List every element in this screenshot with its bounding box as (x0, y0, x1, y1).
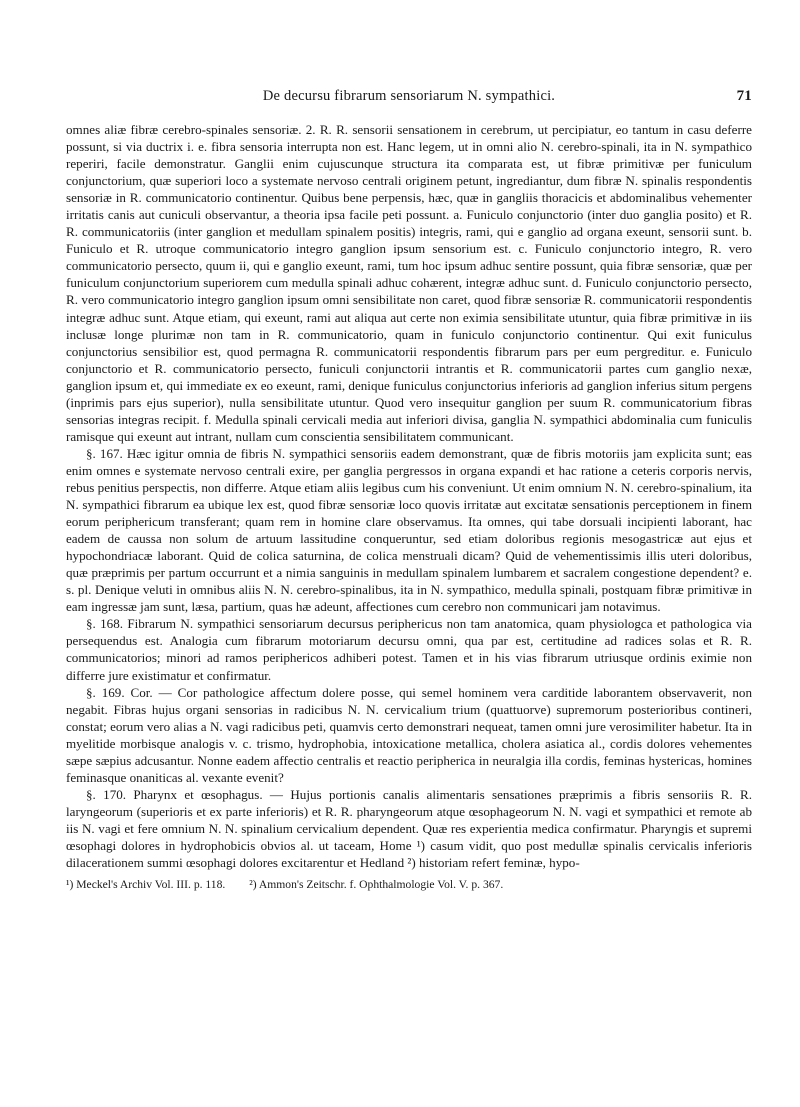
paragraph-section-168: §. 168. Fibrarum N. sympathici sensoriarum decursus periphericus non tam anatomica, quam physiologca et pathologica via persequendus est. Analogia cum fibrarum motoriarum decursu omni, qua par est, certitudine ad radices solas et R. R. communicatorios; minori ad ramos periphericos adhiberi potest. Tamen et in his vias fibrarum utriusque ordinis eximie non differre jure existimatur et confirmatur. (66, 616, 752, 683)
footnote-2: ²) Ammon's Zeitschr. f. Ophthalmologie Vol. V. p. 367. (249, 878, 504, 892)
paragraph-section-167: §. 167. Hæc igitur omnia de fibris N. sympathici sensoriis eadem demonstrant, quæ de fibris motoriis jam explicita sunt; eas enim omnes e systemate nervoso centrali exire, per ganglia pergressos in organa expandi et hac ratione a ceteris corporis nervis, rebus penitius perspectis, non differre. Atque etiam aliis legibus cum his conveniunt. Ut enim omnium N. N. cerebro-spinalium, ita N. sympathici fibrarum ea ubique lex est, quod fibræ sensoriæ loco quovis irritatæ aut excitatæ sensationis perceptionem in finem eorum periphericum transferant; quam rem in homine clare observamus. Ita omnes, qui tabe dorsuali incipienti laborant, hac eadem de caussa non solum de artuum lassitudine conqueruntur, sed etiam doloribus regionis mesogastricæ aut ejus et hypochondriacæ laborant. Quid de colica saturnina, de colica menstruali dicam? Quid de vehementissimis illis uteri doloribus, quæ præprimis per partum occurrunt et a nimia sanguinis in medullam spinalem lumbarem et sacralem congestione dependent? e. s. pl. Denique veluti in omnibus aliis N. N. cerebro-spinalibus, ita in N. sympathico, medulla spinali, postquam fibræ primitivæ in eam ingressæ jam sunt, læsa, partium, quas hæ adeunt, affectiones cum cerebro non communicari jam notavimus. (66, 445, 752, 615)
main-text (66, 121, 752, 871)
paragraph-continuation: omnes aliæ fibræ cerebro-spinales sensoriæ. 2. R. R. sensorii sensationem in cerebrum, ut percipiatur, eo tantum in casu deferre possunt, si via ductrix i. e. fibra sensoria interrupta non est. Hanc legem, ut in omni alio N. cerebro-spinali, ita in N. sympathico reperiri, facile demonstratur. Ganglii enim cujuscunque structura ita comparata est, ut fibræ primitivæ per funiculum conjunctorium, quæ superiori loco a systemate nervoso centrali originem petunt, ingrediantur, dum fibræ N. spinalis respondentis sensoriæ in R. communicatorio continentur. Quibus bene perpensis, hæc, quæ in gangliis thoracicis et abdominalibus vehementer irritatis canis aut cuniculi observantur, a theoria ipsa facile peti possunt. a. Funiculo conjunctorio (inter duo ganglia posito) et R. R. communicatoriis (inter ganglion et medullam spinalem positis) integris, rami, qui e ganglio ad organa exeunt, sensorii sunt. b. Funiculo et R. utroque communicatorio integro ganglion ipsum sensorium est. c. Funiculo conjunctorio integro, R. vero communicatorio persecto, quum ii, qui e ganglio exeunt, rami, tum hoc ipsum adhuc sentire possunt, quia fibræ sensoriæ, quæ per funiculum conjunctorium superiorem cum medulla spinali adhuc cohærent, integræ adhuc sunt. d. Funiculo conjunctorio persecto, R. vero communicatorio integro ganglion ipsum omni sensibilitate non caret, quod fibræ sensoriæ R. communicatorii respondentis integræ adhuc sunt. Atque etiam, qui exeunt, rami aut aliqua aut certe non eximia sensibilitate utuntur, quia fibræ primitivæ in iis inclusæ longe plurimæ non tam in R. communicatorio, quam in funiculo conjunctorio continentur. Qui exit funiculus conjunctorius sensibilior est, quod permagna R. communicatorii respondentis fibrarum pars per eum pergreditur. e. Funiculo conjunctorio et R. communicatorio persecto, funiculi conjunctorii intrantis et R. communicatorii partes cum ganglio nexæ, ganglion ipsum et, qui immediate ex eo exeunt, rami, denique funiculus conjunctorius inferioris ad ganglion inferius situm pergens (inprimis pars ejus superior), nulla sensibilitate utuntur. Quod vero insequitur ganglion per suum R. communicatorium fibras sensorias integras recipit. f. Medulla spinali cervicali media aut inferiori divisa, ganglia N. sympathici abdominalia cum funiculis ramisque qui exeunt aut intrant, nullam cum conscientia sensibilitatem communicant. (66, 122, 752, 444)
paragraph-section-169: §. 169. Cor. — Cor pathologice affectum dolere posse, qui semel hominem vera carditide laborantem observaverit, non negabit. Fibras hujus organi sensorias in radicibus N. N. cervicalium trium (quattuorve) supremorum posterioribus contineri, constat; eorum vero alias a N. vagi radicibus peti, quamvis certo demonstrari nequeat, tamen omni jure verosimiliter habetur. Ita in myelitide morbisque analogis v. c. trismo, hydrophobia, intoxicatione metallica, cholera asiatica al., cordis dolores vehementes sæpe sæpius adcusantur. Nonne eadem affectio centralis et reactio peripherica in neuralgia illa cordis, feminas hystericas, homines feminasque onaniticas al. vexante evenit? (66, 684, 752, 785)
book-page (66, 88, 752, 892)
page-number: 71 (736, 88, 752, 104)
footnote-1: ¹) Meckel's Archiv Vol. III. p. 118. (66, 878, 226, 892)
footnotes (66, 877, 752, 892)
running-head (66, 88, 752, 110)
running-title: De decursu fibrarum sensoriarum N. sympathici. (262, 88, 556, 104)
paragraph-section-170: §. 170. Pharynx et œsophagus. — Hujus portionis canalis alimentaris sensationes præprimis a fibris sensoriis R. R. laryngeorum (superioris et ex parte inferioris) et R. R. pharyngeorum atque œsophageorum N. N. vagi et sympathici et remote ab iis N. vagi et fere omnium N. N. spinalium cervicalium dependent. Quæ res experientia medica confirmatur. Pharyngis et supremi œsophagi dolores in hydrophobicis obvios al. ut taceam, Home ¹) casum vidit, quo post medullæ spinalis cervicalis inferioris dilacerationem summi œsophagi dolores excitarentur et Hedland ²) historiam refert feminæ, hypo- (66, 786, 752, 871)
